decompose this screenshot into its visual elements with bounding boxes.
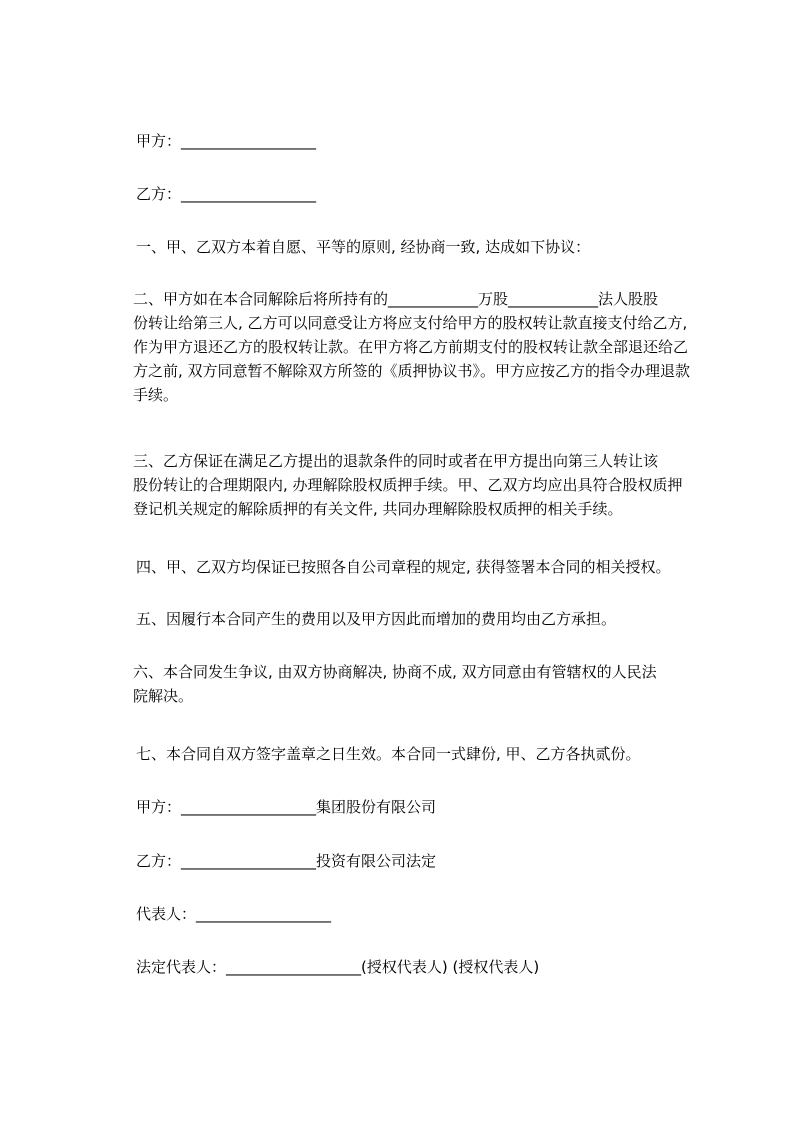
- signature-party-b: 乙方：__________________投资有限公司法定: [136, 852, 437, 870]
- clause-1: 一、甲、乙双方本着自愿、平等的原则, 经协商一致, 达成如下协议：: [136, 238, 591, 256]
- party-a-header: 甲方：__________________: [136, 132, 317, 150]
- clause-3-line: 三、乙方保证在满足乙方提出的退款条件的同时或者在甲方提出向第三人转让该: [133, 452, 659, 470]
- signature-representative: 代表人：__________________: [136, 905, 332, 923]
- party-b-header: 乙方：__________________: [136, 185, 317, 203]
- clause-2-line: 二、甲方如在本合同解除后将所持有的____________万股____________法人股股: [133, 290, 659, 308]
- clause-6-line: 六、本合同发生争议, 由双方协商解决, 协商不成, 双方同意由有管辖权的人民法: [133, 663, 657, 681]
- clause-3-line: 登记机关规定的解除质押的有关文件, 共同办理解除股权质押的相关手续。: [133, 500, 623, 518]
- clause-5: 五、因履行本合同产生的费用以及甲方因此而增加的费用均由乙方承担。: [136, 610, 617, 628]
- clause-2-line: 份转让给第三人, 乙方可以同意受让方将应支付给甲方的股权转让款直接支付给乙方,: [133, 314, 688, 332]
- signature-legal-representative: 法定代表人：__________________(授权代表人) (授权代表人): [136, 958, 540, 976]
- clause-4: 四、甲、乙双方均保证已按照各自公司章程的规定, 获得签署本合同的相关授权。: [136, 558, 671, 576]
- clause-3-line: 股份转让的合理期限内, 办理解除股权质押手续。甲、乙双方均应出具符合股权质押: [133, 476, 683, 494]
- clause-2-line: 手续。: [133, 386, 179, 404]
- clause-2: [133, 287, 691, 407]
- clause-6-line: 院解决。: [133, 687, 194, 705]
- clause-2-line: 方之前, 双方同意暂不解除双方所签的《质押协议书》。甲方应按乙方的指令办理退款: [133, 362, 691, 380]
- clause-6: [133, 660, 673, 708]
- clause-3: [133, 449, 683, 521]
- clause-7: 七、本合同自双方签字盖章之日生效。本合同一式肆份, 甲、乙方各执贰份。: [136, 745, 641, 763]
- signature-party-a: 甲方：__________________集团股份有限公司: [136, 798, 437, 816]
- clause-2-line: 作为甲方退还乙方的股权转让款。在甲方将乙方前期支付的股权转让款全部退还给乙: [133, 338, 689, 356]
